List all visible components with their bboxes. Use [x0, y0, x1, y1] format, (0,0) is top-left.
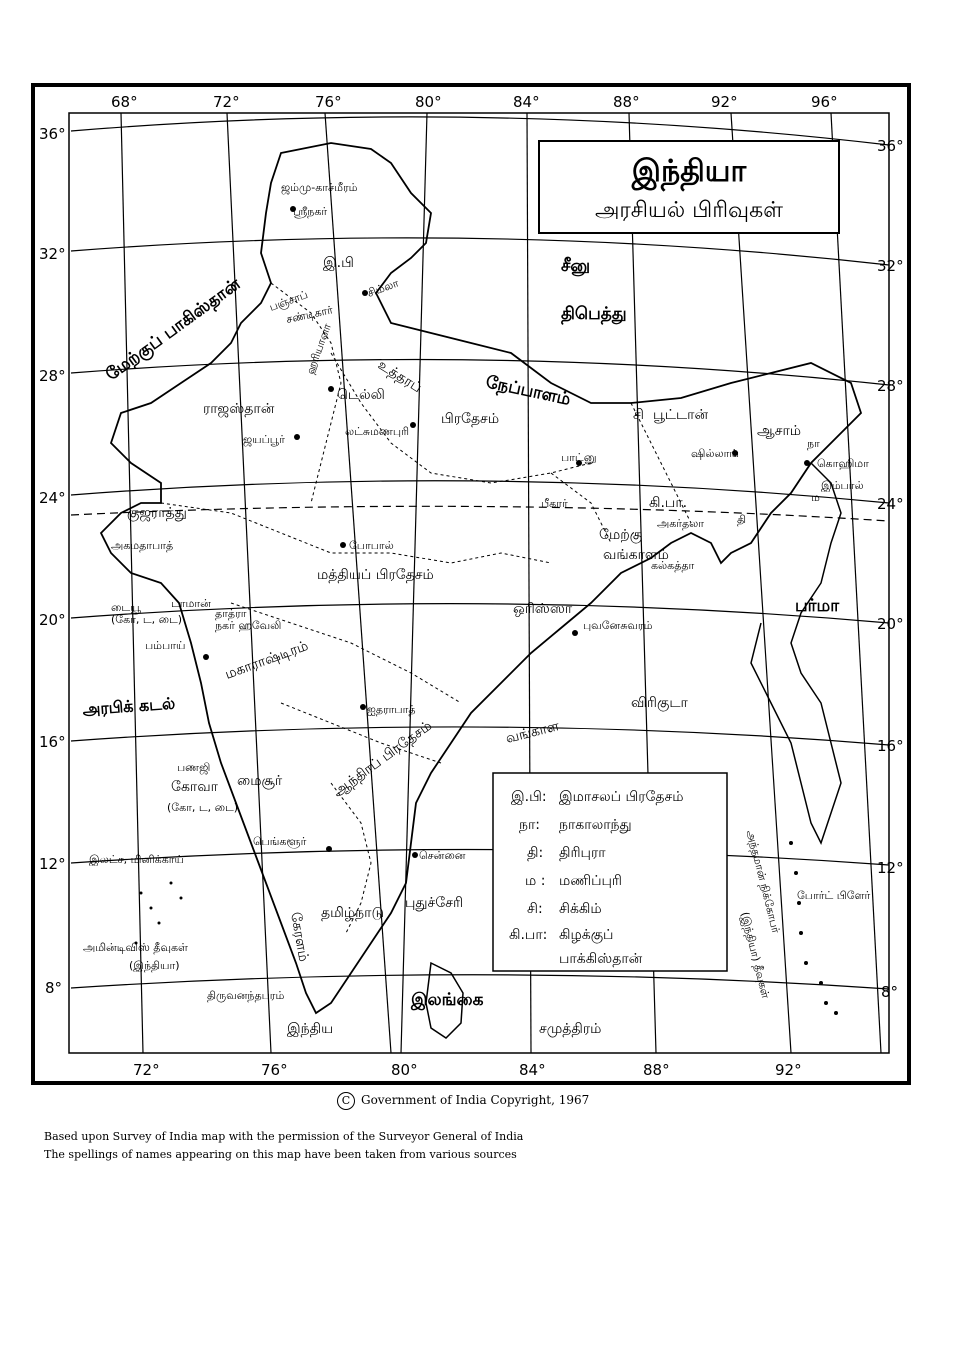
label-jammu-kashmir: ஜம்மு-காச்மீரம் [281, 181, 358, 194]
legend-box [493, 773, 727, 971]
lat-tick-right: 8° [881, 983, 899, 1001]
label-goa-dd: (கோ, ட, டை) [111, 613, 183, 626]
label-bombay: பம்பாய் [145, 639, 186, 652]
label-goa: கோவா [171, 779, 218, 795]
label-bangalore: பெங்களூர் [253, 835, 307, 848]
latitude-lines [71, 117, 889, 989]
label-ceylon: இலங்கை [411, 990, 484, 1010]
label-dadra: தாத்ரா [215, 607, 247, 620]
legend-abbr: நா: [519, 817, 541, 833]
label-maharashtra: மகாராஷ்டிரம் [222, 637, 311, 683]
label-agartala: அகர்தலா [657, 517, 705, 530]
label-imphal: இம்பால் [821, 479, 864, 492]
label-laccadive: இலட்ச, மினிக்காய் [89, 853, 184, 866]
label-orissa: ஒரிஸ்ஸா [513, 601, 573, 617]
label-srinagar: ஸ்ரீநகர் [293, 205, 328, 218]
label-up-1: உத்தரப் [374, 356, 425, 397]
lat-tick-left: 36° [39, 125, 66, 143]
lat-tick-right: 20° [877, 615, 904, 633]
lat-tick-left: 20° [39, 611, 66, 629]
burma-outline [751, 463, 841, 843]
label-simla: சிம்லா [365, 276, 401, 300]
label-trivandrum: திருவனந்தபுரம் [207, 989, 285, 1002]
label-diu: டையூ [111, 601, 142, 614]
label-gujarat: குஜராத்து [127, 505, 187, 521]
lat-tick-right: 32° [877, 257, 904, 275]
label-andhra: ஆந்திரப் பிரதேசம் [329, 717, 436, 801]
label-kerala: கேரளம் [287, 910, 312, 963]
lat-tick-left: 16° [39, 733, 66, 751]
label-andaman-note: (இந்தியா) தீவுகள் [738, 910, 773, 1000]
label-bihar: பீகார் [541, 497, 568, 510]
label-chandigarh: சண்டிகார் [284, 303, 334, 326]
legend-abbr: தி: [527, 845, 544, 861]
label-rajasthan: ராஜஸ்தான் [203, 401, 275, 417]
legend-abbr: சி: [527, 901, 543, 917]
lon-tick-top: 76° [315, 93, 342, 111]
legend-abbr: கி.பா: [509, 927, 548, 943]
label-west-bengal-1: மேற்கு [599, 527, 643, 543]
label-mysore: மைசூர் [237, 773, 283, 789]
map-outer-border [33, 85, 909, 1083]
lon-tick-top: 88° [613, 93, 640, 111]
lat-tick-right: 16° [877, 737, 904, 755]
label-sikkim: சி [633, 407, 644, 423]
label-hyderabad: ஐதராபாத் [367, 703, 416, 716]
label-goa-note: (கோ, ட, டை) [167, 801, 239, 814]
lon-ticks-bottom [133, 1061, 802, 1079]
label-nagar-haveli: நகர் ஹவேலி [215, 619, 282, 632]
copyright-icon: C [337, 1092, 355, 1110]
label-nepal: நேப்பாளம் [483, 372, 573, 410]
label-assam: ஆசாம் [757, 423, 802, 439]
label-bhutan: பூட்டான் [653, 407, 709, 423]
label-port-blair: போர்ட் பிளேர் [797, 889, 871, 902]
label-china: சீனு [561, 256, 591, 276]
lat-tick-left: 24° [39, 489, 66, 507]
label-calcutta: கல்கத்தா [651, 559, 695, 572]
label-shillong: ஷில்லாங் [691, 447, 740, 460]
legend-name: சிக்கிம் [559, 901, 602, 917]
label-bhopal: போபால் [349, 539, 394, 552]
label-madras: சென்னை [419, 849, 466, 862]
lat-tick-left: 12° [39, 855, 66, 873]
label-kohima: கொஹிமா [817, 457, 869, 470]
lon-tick-bottom: 88° [643, 1061, 670, 1079]
map-title: இந்தியா [631, 154, 747, 189]
lat-tick-right: 24° [877, 495, 904, 513]
lon-tick-bottom: 80° [391, 1061, 418, 1079]
title-box [539, 141, 839, 233]
label-jaipur: ஜயப்பூர் [243, 433, 285, 446]
footnote-2: The spellings of names appearing on this map have been taken from various sources [44, 1148, 517, 1161]
lat-tick-right: 12° [877, 859, 904, 877]
footnote-1: Based upon Survey of India map with the permission of the Surveyor General of India [44, 1130, 524, 1143]
label-ocean-2: சமுத்திரம் [539, 1021, 602, 1037]
label-delhi: டெல்லி [337, 387, 385, 403]
lon-ticks-top [111, 93, 838, 111]
lat-ticks-left [39, 125, 66, 997]
india-outline [101, 143, 861, 1013]
label-bay-1: வங்காள [504, 718, 561, 747]
lat-tick-right: 28° [877, 377, 904, 395]
label-madhya-pradesh: மத்தியப் பிரதேசம் [317, 567, 434, 583]
lon-tick-top: 84° [513, 93, 540, 111]
copyright-line [337, 1092, 589, 1110]
lon-tick-top: 92° [711, 93, 738, 111]
label-bhubaneswar: புவனேசுவரம் [583, 619, 653, 632]
label-patna: பாட்னு [561, 451, 597, 464]
label-bay-2: விரிகுடா [631, 695, 688, 711]
label-east-pakistan: கி.பா. [649, 495, 688, 511]
legend-name: பாக்கிஸ்தான் [559, 951, 643, 967]
label-ahmedabad: அகமதாபாத் [111, 539, 174, 552]
lon-tick-bottom: 92° [775, 1061, 802, 1079]
label-tamil-nadu: தமிழ்நாடு [321, 905, 384, 921]
map-canvas [31, 83, 911, 1085]
label-pondicherry: புதுச்சேரி [405, 895, 464, 911]
label-panaji: பணஜி [177, 761, 211, 774]
lat-tick-right: 36° [877, 137, 904, 155]
label-amindivi-1: அமின்டிவிஸ் தீவுகள் [83, 941, 188, 954]
legend-abbr: இ.பி: [511, 789, 547, 805]
label-andaman: அந்தமான் நிக்கோபர் [744, 828, 783, 935]
legend-name: மணிப்புரி [559, 873, 622, 889]
lat-ticks-right [877, 137, 904, 1001]
legend-name: நாகாலாந்து [559, 817, 632, 833]
lon-tick-top: 80° [415, 93, 442, 111]
label-tibet: திபெத்து [561, 304, 627, 324]
label-arabian-sea: அரபிக் கடல் [81, 693, 176, 719]
label-lucknow: லட்சுமணபுரி [345, 425, 410, 438]
label-ocean-1: இந்திய [287, 1021, 334, 1037]
label-amindivi-2: (இந்தியா) [129, 959, 180, 972]
legend-name: கிழக்குப் [559, 927, 614, 943]
label-punjab: பஞ்சாப் [267, 287, 310, 314]
legend-name: திரிபுரா [559, 845, 606, 861]
legend-name: இமாசலப் பிரதேசம் [559, 789, 684, 805]
label-manipur: ம [811, 491, 820, 504]
label-west-pakistan: மேற்குப் பாகிஸ்தான் [102, 274, 245, 386]
lon-tick-top: 72° [213, 93, 240, 111]
lon-tick-top: 96° [811, 93, 838, 111]
label-west-bengal-2: வங்காளம் [603, 547, 669, 563]
lon-tick-bottom: 84° [519, 1061, 546, 1079]
legend-abbr: ம : [525, 873, 546, 889]
lat-tick-left: 32° [39, 245, 66, 263]
map-frame [31, 83, 911, 1085]
lon-tick-bottom: 72° [133, 1061, 160, 1079]
label-up-2: பிரதேசம் [441, 411, 500, 427]
label-tripura: தி [737, 513, 747, 526]
lon-tick-top: 68° [111, 93, 138, 111]
lat-tick-left: 28° [39, 367, 66, 385]
label-nagaland: நா [807, 437, 820, 450]
label-burma: பர்மா [795, 596, 840, 616]
label-daman: டாமான் [171, 597, 211, 610]
lat-tick-left: 8° [45, 979, 63, 997]
label-himachal: இ.பி [323, 255, 354, 271]
map-subtitle: அரசியல் பிரிவுகள் [594, 198, 784, 223]
lon-tick-bottom: 76° [261, 1061, 288, 1079]
label-haryana: ஹரியானா [303, 321, 334, 377]
copyright-text: Government of India Copyright, 1967 [361, 1093, 590, 1107]
